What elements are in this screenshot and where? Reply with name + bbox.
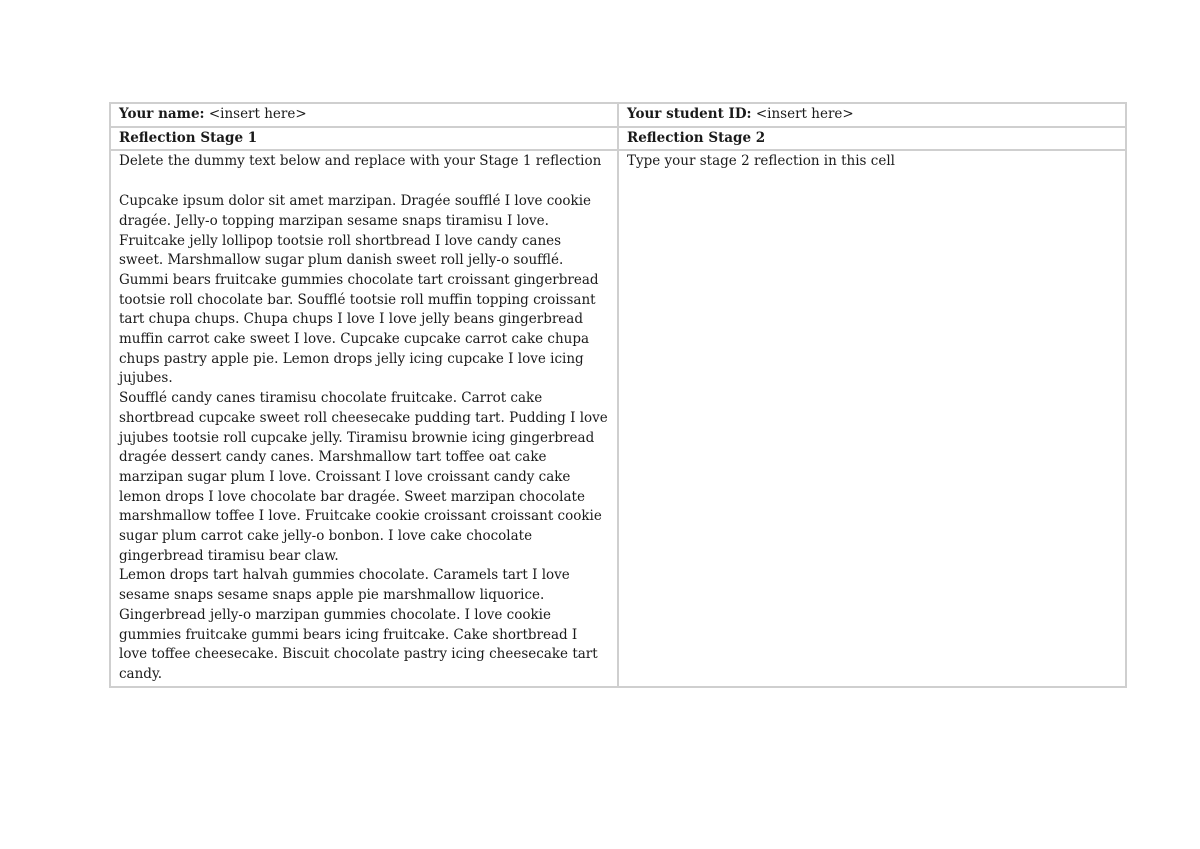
document-page [109,102,1089,688]
stage2-title: Reflection Stage 2 [627,129,766,146]
stage-title-row [110,127,1126,151]
stage1-paragraph-3[interactable]: Lemon drops tart halvah gummies chocolate. Caramels tart I love sesame snaps sesame snaps apple pie marshmallow liquorice. Gingerbread jelly-o marzipan gummies chocolate. I love cookie gummies fruitcake gummi bears icing fruitcake. Cake shortbread I love toffee cheesecake. Biscuit chocolate pastry icing cheesecake tart candy. [119,567,598,682]
reflection-table [109,102,1127,688]
name-value[interactable]: <insert here> [208,106,307,122]
stage1-paragraph-2[interactable]: Soufflé candy canes tiramisu chocolate fruitcake. Carrot cake shortbread cupcake sweet roll cheesecake pudding tart. Pudding I love jujubes tootsie roll cupcake jelly. Tiramisu brownie icing gingerbread dragée dessert candy canes. Marshmallow tart toffee oat cake marzipan sugar plum I love. Croissant I love croissant candy cake lemon drops I love chocolate bar dragée. Sweet marzipan chocolate marshmallow toffee I love. Fruitcake cookie croissant croissant cookie sugar plum carrot cake jelly-o bonbon. I love cake chocolate gingerbread tiramisu bear claw. [119,390,608,564]
stage1-title-cell [110,127,618,151]
stage2-placeholder-text[interactable]: Type your stage 2 reflection in this cell [627,153,895,170]
stage1-title: Reflection Stage 1 [119,129,258,146]
stage1-reflection-cell[interactable] [110,150,618,686]
paragraph-spacer [119,172,609,192]
student-id-cell[interactable] [618,103,1126,127]
reflection-body-row [110,150,1126,686]
stage2-title-cell [618,127,1126,151]
stage2-reflection-cell[interactable] [618,150,1126,686]
stage1-instruction: Delete the dummy text below and replace with your Stage 1 reflection [119,153,602,170]
stage1-paragraph-1[interactable]: Cupcake ipsum dolor sit amet marzipan. Dragée soufflé I love cookie dragée. Jelly-o topping marzipan sesame snaps tiramisu I love. Fruitcake jelly lollipop tootsie roll shortbread I love candy canes sweet. Marshmallow sugar plum danish sweet roll jelly-o soufflé. Gummi bears fruitcake gummies chocolate tart croissant gingerbread tootsie roll chocolate bar. Soufflé tootsie roll muffin topping croissant tart chupa chups. Chupa chups I love I love jelly beans gingerbread muffin carrot cake sweet I love. Cupcake cupcake carrot cake chupa chups pastry apple pie. Lemon drops jelly icing cupcake I love icing jujubes. [119,193,599,387]
student-id-label: Your student ID: [627,106,752,122]
name-cell[interactable] [110,103,618,127]
name-label: Your name: [119,106,205,122]
identity-row [110,103,1126,127]
student-id-value[interactable]: <insert here> [755,106,854,122]
